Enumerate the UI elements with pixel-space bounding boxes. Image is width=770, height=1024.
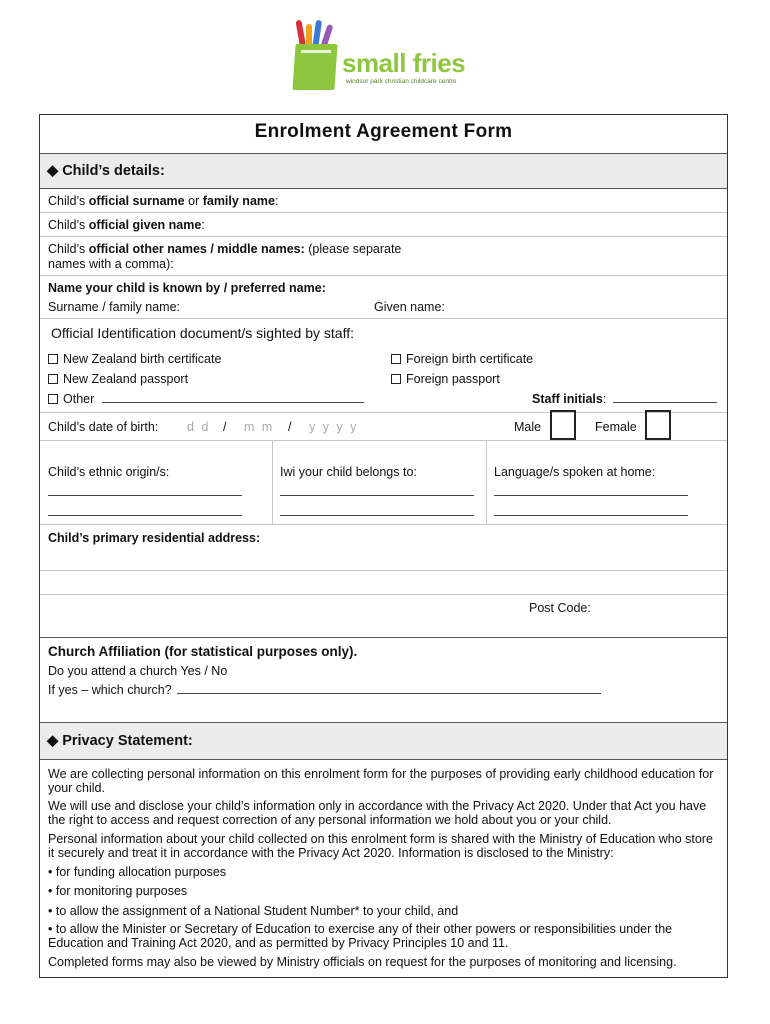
other-line[interactable] [102,393,364,403]
given-name-label: Child’s official given name: [48,218,205,232]
privacy-bullet: • for monitoring purposes [48,884,188,898]
address-label: Child’s primary residential address: [48,531,261,545]
other-option[interactable]: Other [48,392,364,406]
checkbox-icon[interactable] [391,374,401,384]
postcode-row[interactable] [40,594,727,637]
church-row [40,637,727,722]
female-label: Female [595,420,637,434]
diamond-icon: ◆ [47,163,59,179]
church-which-line[interactable] [177,684,601,694]
dob-separator: / [288,420,292,434]
staff-initials-line[interactable] [613,393,717,403]
dob-year-field[interactable]: y y y y [309,420,359,434]
language-line[interactable] [494,505,688,519]
other-names-label: Child’s official other names / middle names: (please separate [48,242,402,256]
checkbox-icon[interactable] [48,374,58,384]
surname-label: Child’s official surname or family name: [48,194,279,208]
language-line[interactable] [494,485,688,499]
nz-passport-option[interactable]: New Zealand passport [48,372,188,386]
column-divider [272,441,273,525]
childs-details-header [40,153,727,188]
dob-month-field[interactable]: m m [244,420,275,434]
ethnicity-row [40,440,727,524]
dob-row [40,412,727,440]
staff-initials[interactable]: Staff initials: [532,392,717,406]
id-documents-row [40,318,727,412]
checkbox-icon[interactable] [391,354,401,364]
id-heading: Official Identification document/s sighted by staff: [51,325,354,341]
surname-row[interactable] [40,188,727,212]
foreign-passport-option[interactable]: Foreign passport [391,372,500,386]
privacy-bullet: • to allow the assignment of a National Student Number* to your child, and [48,904,459,918]
pref-surname-label: Surname / family name: [48,300,180,314]
childs-details-heading: Child’s details: [62,163,165,179]
language-label: Language/s spoken at home: [494,465,656,479]
privacy-p2: We will use and disclose your child’s information only in accordance with the Privacy Act 2020. Under that Act you have the right to access and request correction of any personal information we hold about you or your child. [48,799,707,827]
church-which[interactable]: If yes – which church? [48,683,601,697]
privacy-p1: We are collecting personal information on this enrolment form for the purposes of providing early childhood education for your child. [48,767,714,795]
logo-name: small fries [342,48,466,78]
given-name-row[interactable] [40,212,727,236]
iwi-label: Iwi your child belongs to: [280,465,417,479]
privacy-bullet: • for funding allocation purposes [48,865,227,879]
ethnic-line[interactable] [48,485,242,499]
checkbox-icon[interactable] [48,354,58,364]
column-divider [486,441,487,525]
nz-birth-option[interactable]: New Zealand birth certificate [48,352,221,366]
fries-cup-icon [292,44,337,90]
ethnic-label: Child’s ethnic origin/s: [48,465,170,479]
enrolment-form [39,114,728,978]
ethnic-line[interactable] [48,505,242,519]
church-attend[interactable]: Do you attend a church Yes / No [48,664,228,678]
other-names-row[interactable] [40,236,727,275]
postcode-label: Post Code: [529,601,591,615]
male-checkbox[interactable] [550,410,576,440]
iwi-line[interactable] [280,505,474,519]
iwi-line[interactable] [280,485,474,499]
small-fries-logo [290,18,480,94]
dob-day-field[interactable]: d d [187,420,211,434]
foreign-birth-option[interactable]: Foreign birth certificate [391,352,533,366]
church-heading: Church Affiliation (for statistical purposes only). [48,644,358,659]
privacy-p4: Completed forms may also be viewed by Ministry officials on request for the purposes of monitoring and licensing. [48,955,677,969]
diamond-icon: ◆ [47,733,59,749]
address-row[interactable] [40,524,727,570]
privacy-header [40,722,727,759]
privacy-p3: Personal information about your child collected on this enrolment form is shared with the Ministry of Education who store it securely and treat it in accordance with the Privacy Act 2020. Information is disclosed to the Ministry: [48,832,713,860]
dob-label: Child’s date of birth: [48,420,159,434]
logo-tagline: windsor park christian childcare centre [346,78,457,85]
male-label: Male [514,420,542,434]
privacy-heading: Privacy Statement: [62,733,193,749]
form-title: Enrolment Agreement Form [254,121,513,142]
other-names-label-line2: names with a comma): [48,257,174,271]
address-line-2[interactable] [40,570,727,594]
pref-given-label: Given name: [374,300,445,314]
dob-separator: / [223,420,227,434]
privacy-bullet: • to allow the Minister or Secretary of Education to exercise any of their other powers or responsibilities under the Education and Training Act 2020, and as permitted by Privacy Principles 10 and 11. [48,922,673,950]
checkbox-icon[interactable] [48,394,58,404]
known-by-label: Name your child is known by / preferred name: [48,281,326,295]
privacy-body [40,759,727,977]
female-checkbox[interactable] [645,410,671,440]
preferred-name-row[interactable] [40,275,727,318]
